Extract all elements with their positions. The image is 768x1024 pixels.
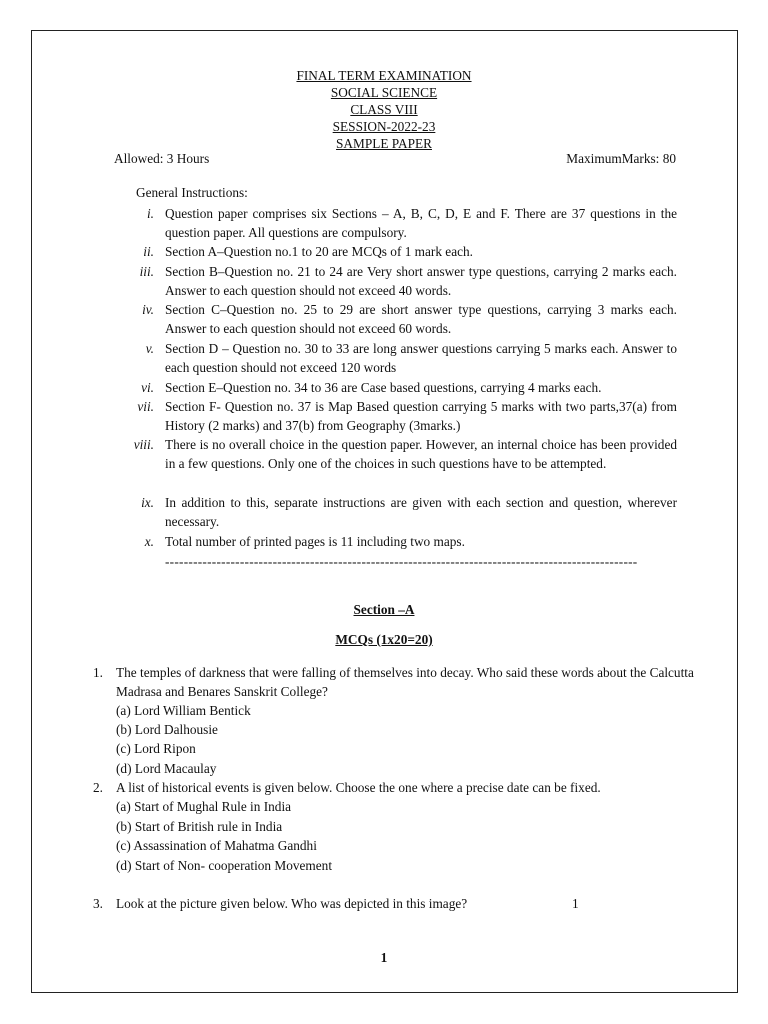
instruction-text: Section A–Question no.1 to 20 are MCQs of 1 mark each.	[165, 244, 473, 259]
instruction-number: iii.	[139, 264, 154, 279]
time-allowed: Allowed: 3 Hours	[114, 151, 210, 166]
instruction-text: Section E–Question no. 34 to 36 are Case based questions, carrying 4 marks each.	[165, 380, 602, 395]
instruction-number: vi.	[141, 380, 154, 395]
question-number: 2.	[93, 780, 103, 795]
session-title: SESSION-2022-23	[332, 119, 436, 134]
instruction-number: x.	[144, 534, 154, 549]
page-number: 1	[380, 950, 388, 965]
answer-option: (b) Start of British rule in India	[116, 819, 283, 834]
instruction-number: ix.	[141, 495, 154, 510]
instruction-text: Section C–Question no. 25 to 29 are short answer type questions, carrying 3 marks each. Answer to each question should not exceed 60 words.	[165, 302, 677, 337]
section-title: Section –A	[353, 602, 415, 617]
question-marks: 1	[572, 896, 579, 911]
instruction-number: viii.	[133, 437, 154, 452]
answer-option: (c) Assassination of Mahatma Gandhi	[116, 838, 317, 853]
answer-option: (d) Lord Macaulay	[116, 761, 217, 776]
instruction-number: v.	[145, 341, 154, 356]
question-number: 3.	[93, 896, 103, 911]
class-title: CLASS VIII	[350, 102, 418, 117]
instruction-number: iv.	[142, 302, 154, 317]
answer-option: (d) Start of Non- cooperation Movement	[116, 858, 333, 873]
answer-option: (b) Lord Dalhousie	[116, 722, 218, 737]
instruction-text: There is no overall choice in the question paper. However, an internal choice has been provided in a few questions. Only one of the choices in such questions have to be attempted.	[165, 437, 677, 472]
question-text: A list of historical events is given below. Choose the one where a precise date can be fixed.	[116, 780, 601, 795]
instruction-text: Total number of printed pages is 11 including two maps.	[165, 534, 465, 549]
instructions-heading: General Instructions:	[136, 185, 248, 200]
instruction-text: Section F- Question no. 37 is Map Based question carrying 5 marks with two parts,37(a) from History (2 marks) and 37(b) from Geography (3marks.)	[165, 399, 677, 434]
paper-type-title: SAMPLE PAPER	[336, 136, 432, 151]
question-text: The temples of darkness that were falling of themselves into decay. Who said these words about the Calcutta Madrasa and Benares Sanskrit College?	[116, 665, 694, 700]
exam-title: FINAL TERM EXAMINATION	[296, 68, 472, 83]
subject-title: SOCIAL SCIENCE	[330, 85, 438, 100]
question-number: 1.	[93, 665, 103, 680]
answer-option: (c) Lord Ripon	[116, 741, 196, 756]
instruction-number: vii.	[137, 399, 154, 414]
instruction-text: Section B–Question no. 21 to 24 are Very short answer type questions, carrying 2 marks each. Answer to each question should not exceed 40 words.	[165, 264, 677, 299]
answer-option: (a) Start of Mughal Rule in India	[116, 799, 292, 814]
instruction-text: Section D – Question no. 30 to 33 are long answer questions carrying 5 marks each. Answer to each question should not exceed 120 words	[165, 341, 677, 376]
instruction-text: Question paper comprises six Sections – A, B, C, D, E and F. There are 37 questions in the question paper. All questions are compulsory.	[165, 206, 677, 241]
instruction-number: i.	[146, 206, 154, 221]
answer-option: (a) Lord William Bentick	[116, 703, 251, 718]
instruction-text: In addition to this, separate instructions are given with each section and question, wherever necessary.	[165, 495, 677, 530]
max-marks: MaximumMarks: 80	[566, 151, 676, 166]
question-text: Look at the picture given below. Who was depicted in this image?	[116, 896, 468, 911]
separator-line: -----------------------------------------------------------------------------------------------------	[165, 554, 638, 569]
section-subtitle: MCQs (1x20=20)	[335, 632, 433, 647]
instruction-number: ii.	[143, 244, 154, 259]
